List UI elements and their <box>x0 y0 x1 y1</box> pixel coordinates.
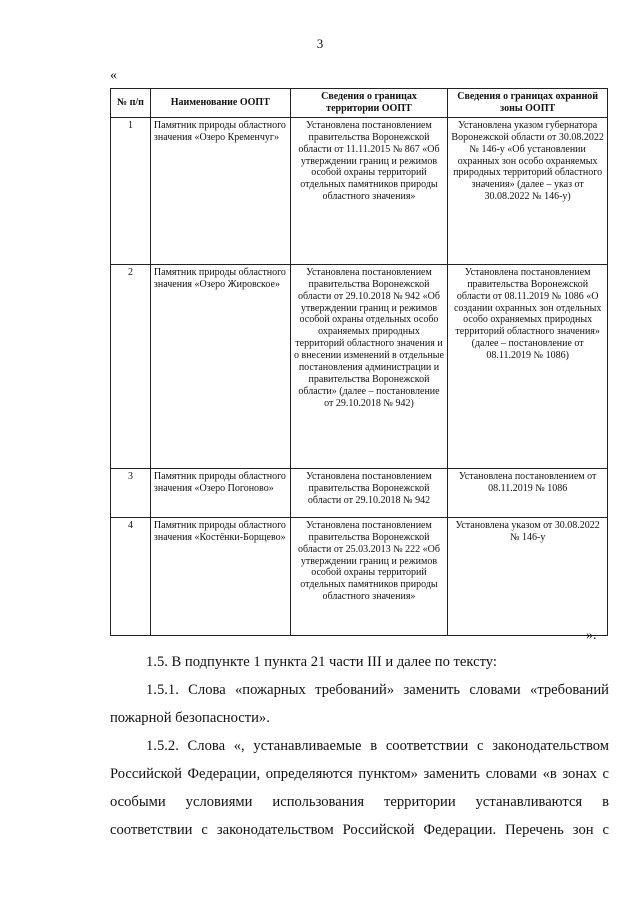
row-territory: Установлена постановлением правительства Воронежской области от 29.10.2018 № 942 <box>290 468 448 517</box>
row-num: 1 <box>111 117 151 264</box>
page-number: 3 <box>316 36 324 51</box>
row-zone: Установлена постановлением от 08.11.2019 № 1086 <box>448 468 608 517</box>
body-text <box>110 648 609 844</box>
header-num: № п/п <box>111 89 151 118</box>
row-name: Памятник природы областного значения «Озеро Кременчуг» <box>150 117 290 264</box>
header-name: Наименование ООПТ <box>150 89 290 118</box>
row-name: Памятник природы областного значения «Костёнки-Борщево» <box>150 517 290 635</box>
opening-quote-mark: « <box>110 68 117 83</box>
table-row <box>111 517 608 635</box>
row-territory: Установлена постановлением правительства Воронежской области от 25.03.2013 № 222 «Об утверждении границ и режимов особой охраны территорий отдельных памятников природы областного значения» <box>290 517 448 635</box>
table-header-row <box>111 89 608 118</box>
row-name: Памятник природы областного значения «Озеро Погоново» <box>150 468 290 517</box>
table-row <box>111 468 608 517</box>
row-zone: Установлена постановлением правительства Воронежской области от 08.11.2019 № 1086 «О создании охранных зон отдельных особо охраняемых природных территорий областного значения» (далее – постановление от 08.11.2019 № 1086) <box>448 264 608 468</box>
row-num: 3 <box>111 468 151 517</box>
row-territory: Установлена постановлением правительства Воронежской области от 11.11.2015 № 867 «Об утверждении границ и режимов особой охраны территорий отдельных памятников природы областного значения» <box>290 117 448 264</box>
header-zone: Сведения о границах охранной зоны ООПТ <box>448 89 608 118</box>
row-name: Памятник природы областного значения «Озеро Жировское» <box>150 264 290 468</box>
closing-quote-mark: ». <box>586 628 597 643</box>
row-zone: Установлена указом от 30.08.2022 № 146-у <box>448 517 608 635</box>
table-row <box>111 117 608 264</box>
row-num: 2 <box>111 264 151 468</box>
oopt-table <box>110 88 608 636</box>
paragraph-1-5-2: 1.5.2. Слова «, устанавливаемые в соответствии с законодательством Российской Федерации, определяются пунктом» заменить словами «в зонах с особыми условиями использования территории устанавливаются в соответствии с законодательством Российской Федерации. Перечень зон с <box>110 738 609 838</box>
paragraph-1-5-1: 1.5.1. Слова «пожарных требований» заменить словами «требований пожарной безопасности». <box>110 682 609 726</box>
row-zone: Установлена указом губернатора Воронежской области от 30.08.2022 № 146-у «Об установлении охранных зон особо охраняемых природных территорий областного значения» (далее – указ от 30.08.2022 № 146-у) <box>448 117 608 264</box>
row-num: 4 <box>111 517 151 635</box>
header-territory: Сведения о границах территории ООПТ <box>290 89 448 118</box>
paragraph-1-5: 1.5. В подпункте 1 пункта 21 части III и далее по тексту: <box>146 654 497 670</box>
table-row <box>111 264 608 468</box>
row-territory: Установлена постановлением правительства Воронежской области от 29.10.2018 № 942 «Об утверждении границ и режимов особой охраны отдельных особо охраняемых природных территорий областного значения и о внесении изменений в отдельные постановления администрации и правительства Воронежской области» (далее – постановление от 29.10.2018 № 942) <box>290 264 448 468</box>
